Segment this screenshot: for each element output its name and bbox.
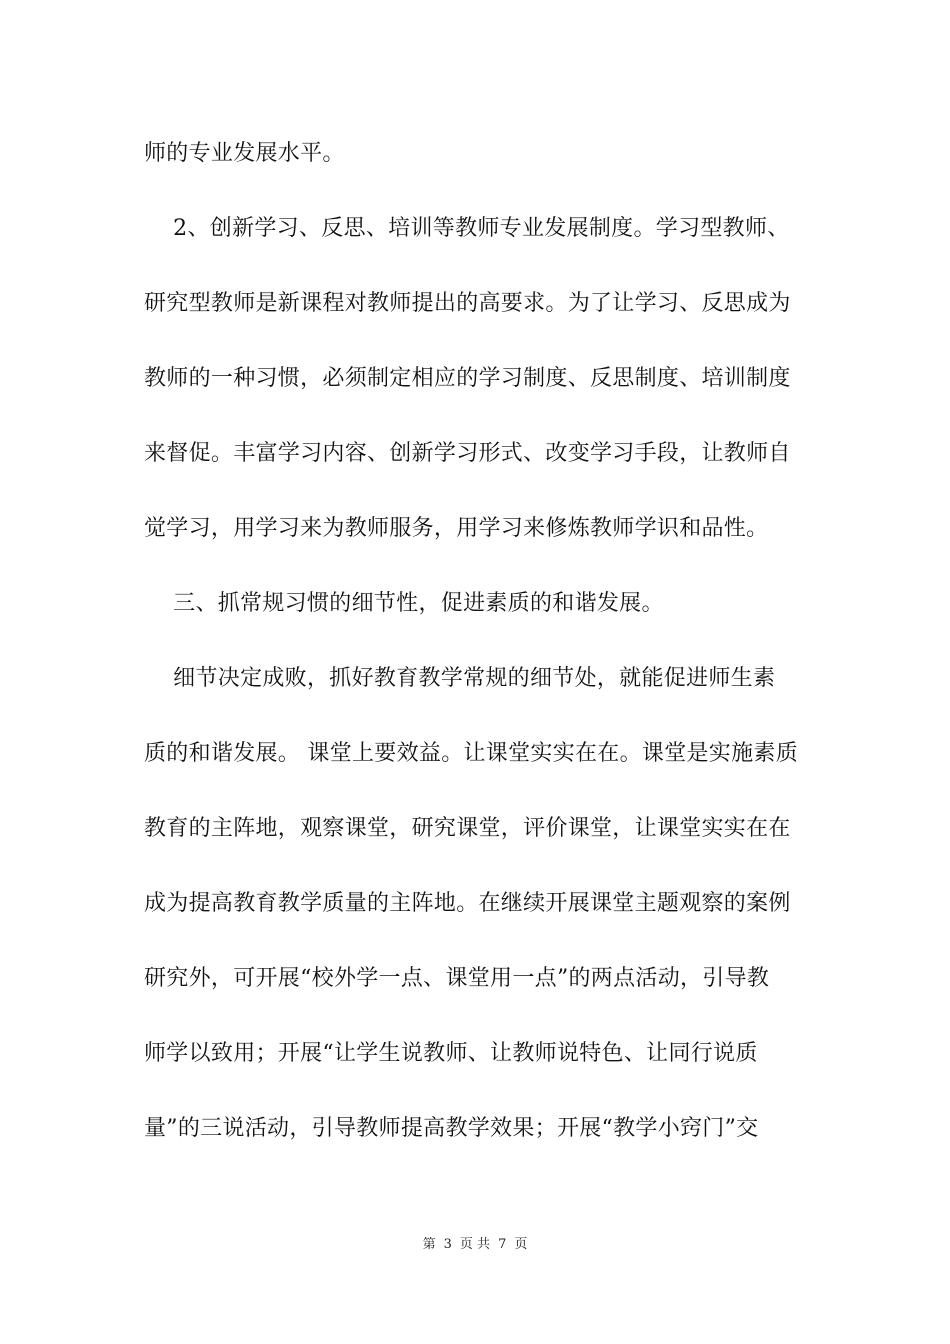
text-line: 教师的一种习惯，必须制定相应的学习制度、反思制度、培训制度 xyxy=(144,366,791,391)
text-line: 师的专业发展水平。 xyxy=(144,141,345,166)
text-line: 细节决定成败，抓好教育教学常规的细节处，就能促进师生素 xyxy=(144,666,776,691)
text-line: 研究型教师是新课程对教师提出的高要求。为了让学习、反思成为 xyxy=(144,291,791,316)
text-line: 师学以致用；开展“让学生说教师、让教师说特色、让同行说质 xyxy=(144,1041,758,1066)
footer-prefix: 第 xyxy=(422,1237,436,1252)
text-line: 来督促。丰富学习内容、创新学习形式、改变学习手段，让教师自 xyxy=(144,441,791,466)
text-line: 教育的主阵地，观察课堂，研究课堂，评价课堂，让课堂实实在在 xyxy=(144,816,791,841)
footer-suffix: 页 xyxy=(514,1237,528,1252)
text-line: 觉学习，用学习来为教师服务，用学习来修炼教师学识和品性。 xyxy=(144,516,769,541)
footer-current-page: 3 xyxy=(443,1237,452,1252)
footer-middle: 页 共 xyxy=(459,1237,491,1252)
text-line: 研究外，可开展“校外学一点、课堂用一点”的两点活动，引导教 xyxy=(144,966,770,991)
section-heading: 三、抓常规习惯的细节性，促进素质的和谐发展。 xyxy=(144,591,664,616)
text-line: 量”的三说活动，引导教师提高教学效果；开展“教学小窍门”交 xyxy=(144,1116,759,1141)
page-footer xyxy=(0,1236,950,1254)
text-line: 质的和谐发展。 课堂上要效益。让课堂实实在在。课堂是实施素质 xyxy=(144,741,798,766)
text-line: 成为提高教育教学质量的主阵地。在继续开展课堂主题观察的案例 xyxy=(144,891,791,916)
footer-total-pages: 7 xyxy=(498,1237,507,1252)
text-line: 2、创新学习、反思、培训等教师专业发展制度。学习型教师、 xyxy=(144,216,790,241)
